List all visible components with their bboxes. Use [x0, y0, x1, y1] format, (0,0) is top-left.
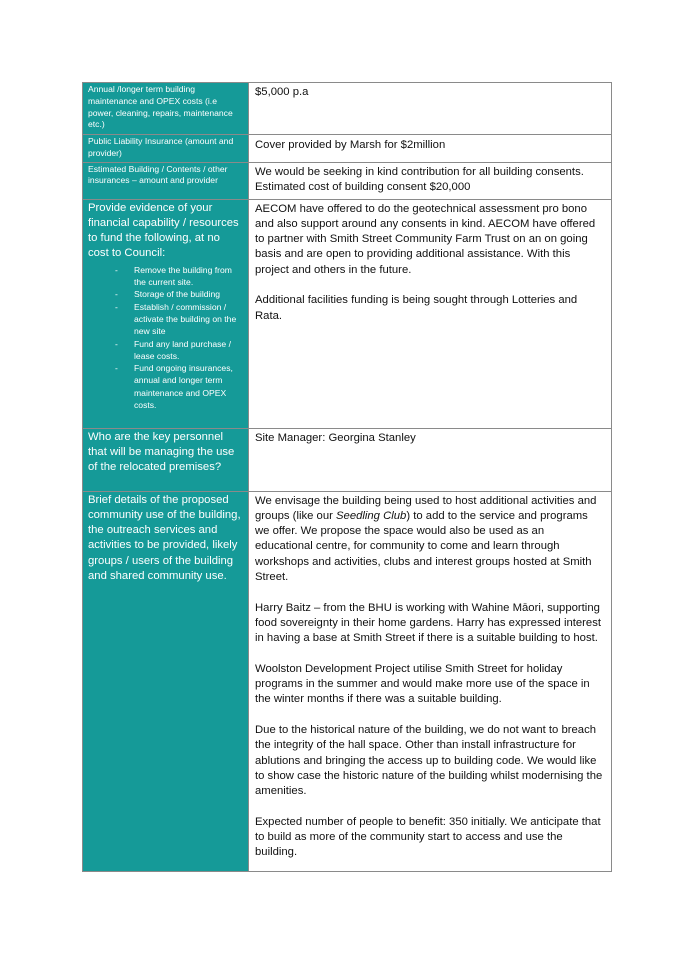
answer-paragraph: Harry Baitz – from the BHU is working with Wahine Māori, supporting food sovereignty in their home gardens. Harry has expressed interest in having a base at Smith Street if there is a suitable building to host.	[255, 601, 601, 645]
list-item-text: Storage of the building	[134, 289, 221, 300]
question-label: Estimated Building / Contents / other insurances – amount and provider	[88, 163, 228, 186]
list-item-text: Fund any land purchase / lease costs.	[134, 338, 231, 361]
question-cell	[83, 491, 249, 871]
answer-text: Site Manager: Georgina Stanley	[255, 431, 416, 444]
program-name: Seedling Club	[336, 509, 407, 522]
question-label: Brief details of the proposed community use of the building, the outreach services and activities to be provided, likely groups / users of the building and shared community use.	[88, 493, 241, 583]
list-item	[88, 301, 243, 338]
answer-text: Cover provided by Marsh for $2million	[255, 139, 446, 151]
question-cell	[83, 162, 249, 199]
list-item	[88, 288, 243, 300]
answer-cell	[249, 199, 612, 428]
bullet-dash: -	[115, 301, 118, 312]
answer-paragraph: Woolston Development Project utilise Smith Street for holiday programs in the summer and would make more use of the space in the winter months if there was a suitable building.	[255, 662, 590, 706]
list-item-text: Establish / commission / activate the building on the new site	[134, 301, 237, 337]
answer-line: We would be seeking in kind contribution for all building consents.	[255, 165, 584, 178]
question-label: Provide evidence of your financial capability / resources to fund the following, at no cost to Council:	[88, 201, 239, 260]
question-cell	[83, 135, 249, 163]
list-item	[88, 338, 243, 363]
table-row	[83, 135, 612, 163]
bullet-dash: -	[115, 338, 118, 349]
list-item-text: Fund ongoing insurances, annual and longer term maintenance and OPEX costs.	[134, 363, 233, 411]
answer-text: ) to add to the service and programs we offer. We propose the space would also be used as an educational centre, for community to come and learn through workshops and activities, clubs and interest groups hosted at Smith Street.	[255, 509, 592, 584]
bullet-dash: -	[115, 363, 118, 374]
list-item-text: Remove the building from the current site.	[134, 264, 232, 288]
table-row	[83, 162, 612, 199]
table-row	[83, 491, 612, 871]
answer-paragraph: Additional facilities funding is being sought through Lotteries and Rata.	[255, 294, 578, 322]
answer-cell	[249, 491, 612, 871]
answer-paragraph: Expected number of people to benefit: 350 initially. We anticipate that to build as more of the community start to access and use the building.	[255, 815, 601, 859]
answer-cell	[249, 162, 612, 199]
bullet-dash: -	[115, 289, 118, 300]
list-item	[88, 264, 243, 289]
table-row	[83, 199, 612, 428]
answer-cell	[249, 135, 612, 163]
answer-cell	[249, 83, 612, 135]
answer-paragraph: AECOM have offered to do the geotechnical assessment pro bono and also support around any consents in kind. AECOM have offered to partner with Smith Street Community Farm Trust on an on going basis and are open to providing additional assistance. With this project and others in the future.	[255, 202, 596, 276]
table-row	[83, 83, 612, 135]
application-form-table	[82, 82, 612, 872]
answer-paragraph: Due to the historical nature of the building, we do not want to breach the integrity of the hall space. Other than install infrastructure for ablutions and bringing the access up to building code. We would like to show case the historic nature of the building whilst modernising the amenities.	[255, 724, 603, 798]
bullet-dash: -	[115, 264, 118, 275]
answer-cell	[249, 428, 612, 491]
table-row	[83, 428, 612, 491]
question-label: Who are the key personnel that will be managing the use of the relocated premises?	[88, 430, 235, 474]
answer-line: Estimated cost of building consent $20,000	[255, 180, 471, 193]
question-cell	[83, 199, 249, 428]
answer-text: We envisage the building being used to host additional activities and groups (like our	[255, 494, 597, 522]
question-label: Annual /longer term building maintenance and OPEX costs (i.e power, cleaning, repairs, maintenance etc.)	[88, 84, 233, 130]
question-cell	[83, 83, 249, 135]
list-item	[88, 362, 243, 411]
answer-paragraph	[255, 494, 605, 586]
answer-text: $5,000 p.a	[255, 86, 309, 98]
application-form-page	[82, 82, 611, 872]
question-label: Public Liability Insurance (amount and provider)	[88, 136, 234, 158]
requirements-list	[88, 264, 243, 412]
question-cell	[83, 428, 249, 491]
